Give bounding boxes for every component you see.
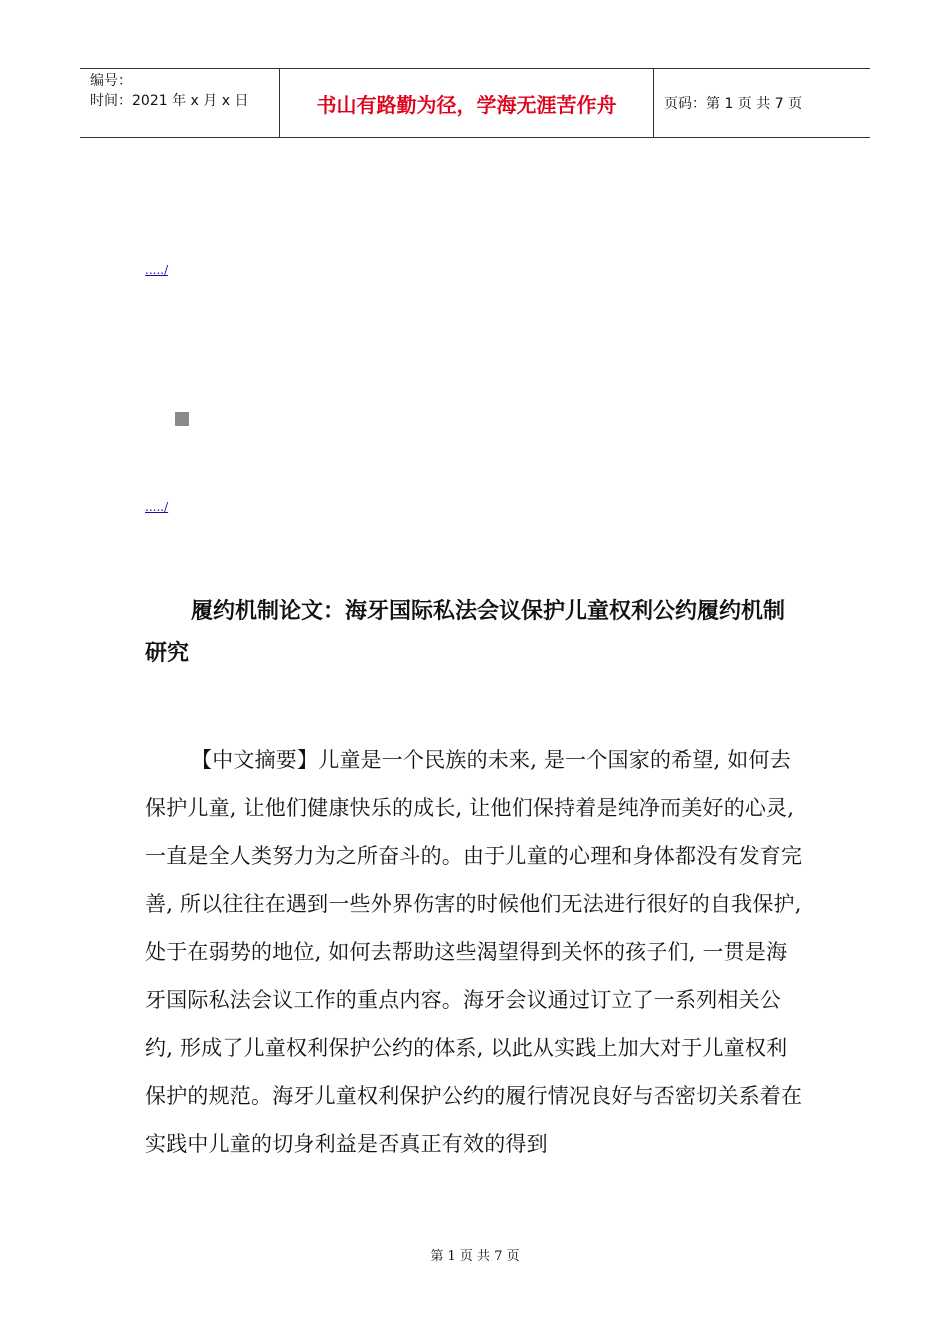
link-top[interactable]: ...../ [145, 263, 169, 277]
document-header [80, 68, 870, 138]
abstract-paragraph: 【中文摘要】儿童是一个民族的未来, 是一个国家的希望, 如何去保护儿童, 让他们健康快乐的成长, 让他们保持着是纯净而美好的心灵, 一直是全人类努力为之所奋斗的。由于儿童的心理和身体都没有发育完善, 所以往往在遇到一些外界伤害的时候他们无法进行很好的自我保护, 处于在弱势的地位, 如何去帮助这些渴望得到关怀的孩子们, 一贯是海牙国际私法会议工作的重点内容。海牙会议通过订立了一系列相关公约, 形成了儿童权利保护公约的体系, 以此从实践上加大对于儿童权利保护的规范。海牙儿童权利保护公约的履行情况良好与否密切关系着在实践中儿童的切身利益是否真正有效的得到 [145, 748, 803, 1156]
header-meta [80, 69, 280, 137]
time-label: 时间：2021 年 x 月 x 日 [90, 93, 249, 109]
header-motto: 书山有路勤为径，学海无涯苦作舟 [280, 69, 654, 137]
number-label: 编号： [90, 73, 132, 89]
header-page-info: 页码：第 1 页 共 7 页 [664, 96, 803, 112]
document-title: 履约机制论文：海牙国际私法会议保护儿童权利公约履约机制研究 [145, 598, 786, 666]
link-bottom[interactable]: ...../ [145, 500, 169, 514]
image-placeholder-icon [175, 412, 189, 426]
page-footer: 第 1 页 共 7 页 [430, 1249, 520, 1264]
